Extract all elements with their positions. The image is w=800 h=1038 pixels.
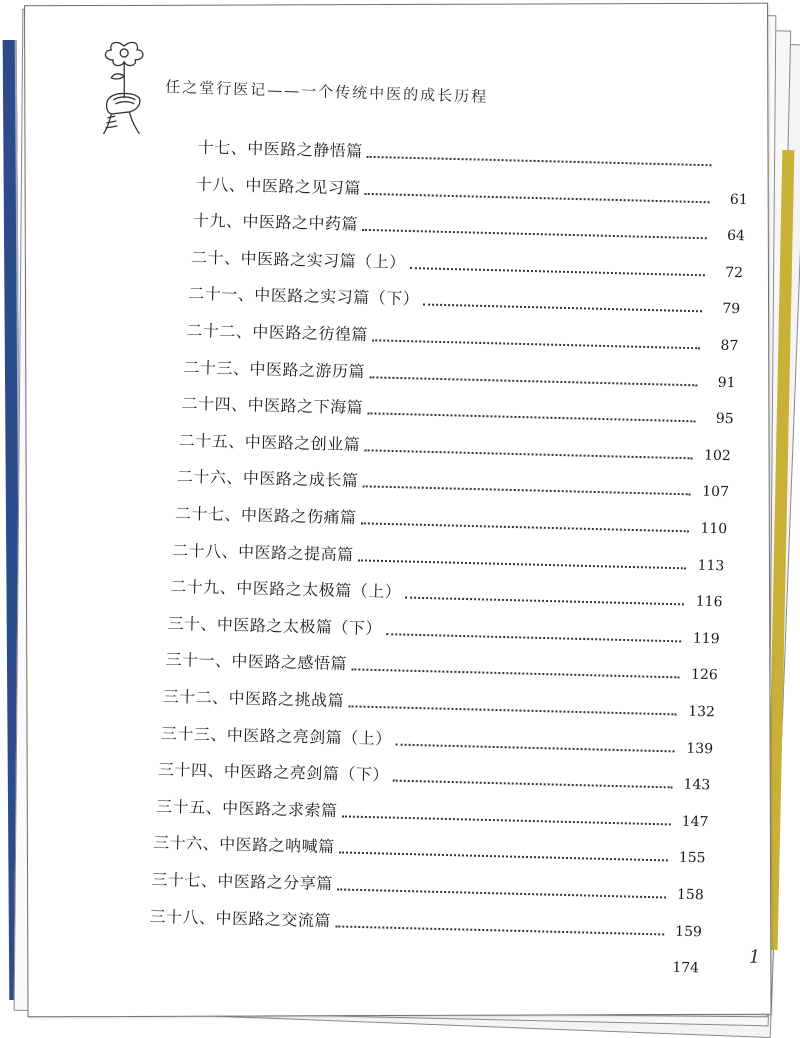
toc-entry-title: 三十二、中医路之挑战篇 — [162, 686, 345, 711]
toc-entry-page: 61 — [729, 191, 748, 208]
toc-entry-page: 72 — [724, 264, 743, 282]
toc-entry-title: 二十九、中医路之太极篇（上） — [169, 576, 402, 602]
toc-entry — [158, 756, 711, 793]
toc-entry-page: 107 — [701, 484, 730, 501]
toc-entry-page: 116 — [695, 593, 723, 611]
toc-entry — [165, 646, 718, 683]
toc-leader-dots — [360, 522, 689, 532]
toc-entry-page: 155 — [679, 850, 707, 867]
toc-entry — [151, 866, 704, 903]
toc-entry-page: 102 — [704, 447, 732, 465]
page-number: 1 — [748, 946, 761, 968]
toc-entry-page — [715, 170, 749, 171]
toc-leader-dots — [405, 597, 684, 606]
toc-entry-page: 159 — [674, 923, 702, 940]
toc-entry-title: 三十七、中医路之分享篇 — [151, 869, 334, 894]
toc-entry-page: 91 — [717, 374, 736, 391]
toc-leader-dots — [365, 449, 694, 459]
toc-entry-title: 三十八、中医路之交流篇 — [148, 906, 331, 930]
toc-leader-dots — [341, 815, 670, 825]
toc-entry — [193, 207, 745, 244]
toc-leader-dots — [409, 267, 705, 276]
table-of-contents — [25, 4, 771, 1017]
toc-leader-dots — [369, 376, 698, 386]
toc-entry-title: 二十、中医路之实习篇（上） — [190, 247, 406, 272]
toc-entry-title: 十九、中医路之中药篇 — [192, 210, 359, 234]
toc-entry — [146, 939, 699, 976]
toc-leader-dots — [367, 412, 696, 422]
toc-entry-title: 二十一、中医路之实习篇（下） — [188, 284, 420, 309]
toc-page — [24, 3, 772, 1018]
toc-entry — [195, 170, 747, 207]
toc-leader-dots — [371, 339, 700, 349]
toc-leader-dots — [351, 669, 680, 679]
toc-entry-page: 87 — [720, 337, 739, 355]
toc-entry — [174, 500, 727, 537]
toc-leader-dots — [337, 888, 666, 898]
toc-entry-page: 64 — [726, 227, 746, 245]
toc-entry-title: 二十四、中医路之下海篇 — [181, 393, 364, 418]
toc-leader-dots — [386, 633, 682, 642]
toc-leader-dots — [334, 925, 663, 935]
toc-entry — [177, 463, 730, 500]
toc-entry — [160, 719, 713, 756]
toc-entry — [186, 317, 739, 354]
toc-leader-dots — [362, 486, 691, 496]
toc-entry-title: 三十一、中医路之感悟篇 — [165, 650, 347, 674]
toc-entry-page: 139 — [685, 740, 714, 757]
toc-entry — [153, 829, 706, 866]
running-header: 任之堂行医记——一个传统中医的成长历程 — [164, 77, 489, 106]
toc-entry — [172, 536, 725, 573]
toc-entry-page: 126 — [690, 667, 718, 684]
toc-entry-title: 三十四、中医路之亮剑篇（下） — [158, 760, 390, 785]
toc-entry-page: 95 — [715, 411, 734, 428]
toc-leader-dots — [362, 229, 707, 239]
toc-entry-title: 十八、中医路之见习篇 — [195, 174, 361, 198]
toc-entry-title: 三十六、中医路之呐喊篇 — [153, 833, 336, 857]
toc-leader-dots — [339, 852, 668, 862]
toc-entry — [170, 573, 723, 610]
toc-entry-title: 十七、中医路之静悟篇 — [197, 137, 363, 161]
toc-leader-dots — [348, 705, 677, 715]
toc-entry-page: 113 — [697, 557, 725, 574]
toc-entry — [156, 793, 709, 830]
toc-leader-dots — [364, 192, 709, 202]
toc-entry — [191, 244, 743, 281]
toc-entry-page: 147 — [681, 813, 709, 831]
toc-entry — [149, 902, 702, 939]
toc-entry — [198, 134, 750, 171]
toc-entry-page: 79 — [722, 301, 741, 318]
toc-entry-title: 三十三、中医路之亮剑篇（上） — [160, 723, 392, 749]
toc-entry — [163, 683, 716, 720]
toc-entry — [181, 390, 734, 427]
toc-entry-page: 174 — [672, 959, 700, 977]
toc-entry-title: 二十七、中医路之伤痛篇 — [174, 503, 357, 528]
toc-leader-dots — [423, 304, 702, 313]
toc-entry — [167, 610, 720, 647]
toc-leader-dots — [358, 559, 687, 569]
toc-entry-page: 110 — [699, 520, 727, 538]
toc-entry-title: 二十八、中医路之提高篇 — [172, 540, 354, 564]
toc-entry-title: 二十五、中医路之创业篇 — [178, 430, 361, 454]
toc-entry — [188, 280, 741, 317]
toc-entry-page: 143 — [683, 776, 711, 794]
toc-leader-dots — [367, 156, 712, 166]
toc-entry-page: 158 — [676, 886, 704, 904]
toc-entry-title: 二十三、中医路之游历篇 — [183, 357, 366, 381]
toc-entry — [184, 353, 737, 390]
toc-entry-title: 三十五、中医路之求索篇 — [155, 796, 338, 821]
toc-entry-page: 119 — [692, 630, 720, 648]
toc-leader-dots — [393, 780, 672, 789]
toc-entry-page: 132 — [688, 703, 716, 721]
toc-entry-title: 二十二、中医路之彷徨篇 — [185, 320, 368, 345]
toc-leader-dots — [395, 743, 674, 752]
toc-entry-title: 三十、中医路之太极篇（下） — [167, 613, 383, 638]
toc-entry-title: 二十六、中医路之成长篇 — [176, 467, 359, 491]
toc-entry — [179, 427, 732, 464]
